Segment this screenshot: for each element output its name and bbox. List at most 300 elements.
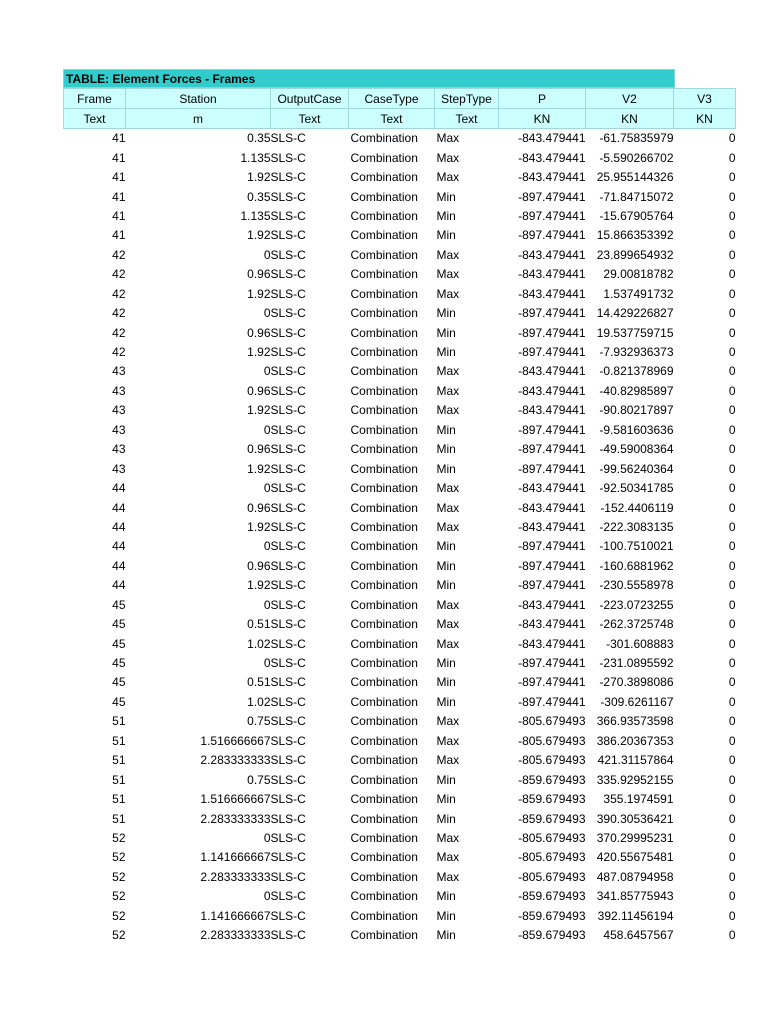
p-cell[interactable]: -897.479441: [518, 306, 586, 321]
station-cell[interactable]: 1.516666667: [200, 792, 271, 807]
table-title[interactable]: TABLE: Element Forces - Frames: [63, 69, 675, 88]
steptype-cell[interactable]: Max: [436, 131, 460, 146]
v3-cell[interactable]: 0: [728, 403, 736, 418]
v3-cell[interactable]: 0: [728, 889, 736, 904]
v3-cell[interactable]: 0: [728, 267, 736, 282]
p-cell[interactable]: -843.479441: [518, 403, 586, 418]
p-cell[interactable]: -843.479441: [518, 131, 586, 146]
p-cell[interactable]: -805.679493: [518, 753, 586, 768]
frame-cell[interactable]: 42: [112, 267, 126, 282]
station-cell[interactable]: 0: [263, 306, 271, 321]
v2-cell[interactable]: -230.5558978: [599, 578, 674, 593]
casetype-cell[interactable]: Combination: [350, 383, 418, 398]
p-cell[interactable]: -843.479441: [518, 247, 586, 262]
casetype-cell[interactable]: Combination: [350, 442, 418, 457]
steptype-cell[interactable]: Max: [436, 286, 460, 301]
p-cell[interactable]: -843.479441: [518, 383, 586, 398]
station-cell[interactable]: 1.135: [240, 150, 271, 165]
station-cell[interactable]: 0.75: [247, 772, 271, 787]
v2-cell[interactable]: -262.3725748: [599, 617, 674, 632]
station-cell[interactable]: 1.141666667: [200, 850, 271, 865]
steptype-cell[interactable]: Max: [436, 714, 460, 729]
steptype-cell[interactable]: Min: [436, 442, 456, 457]
frame-cell[interactable]: 42: [112, 247, 126, 262]
station-cell[interactable]: 0.35: [247, 131, 271, 146]
v2-cell[interactable]: 487.08794958: [596, 869, 674, 884]
outputcase-cell[interactable]: SLS-C: [270, 850, 306, 865]
casetype-cell[interactable]: Combination: [350, 850, 418, 865]
steptype-cell[interactable]: Max: [436, 733, 460, 748]
station-cell[interactable]: 2.283333333: [200, 928, 271, 943]
steptype-cell[interactable]: Max: [436, 519, 460, 534]
outputcase-cell[interactable]: SLS-C: [270, 286, 306, 301]
casetype-cell[interactable]: Combination: [350, 170, 418, 185]
v3-cell[interactable]: 0: [728, 306, 736, 321]
outputcase-cell[interactable]: SLS-C: [270, 578, 306, 593]
station-cell[interactable]: 1.92: [247, 403, 271, 418]
p-cell[interactable]: -897.479441: [518, 345, 586, 360]
station-cell[interactable]: 0: [263, 422, 271, 437]
steptype-cell[interactable]: Max: [436, 170, 460, 185]
frame-cell[interactable]: 51: [112, 733, 126, 748]
v2-cell[interactable]: 15.866353392: [596, 228, 674, 243]
v2-cell[interactable]: -0.821378969: [599, 364, 674, 379]
frame-cell[interactable]: 44: [112, 539, 126, 554]
outputcase-cell[interactable]: SLS-C: [270, 558, 306, 573]
v3-cell[interactable]: 0: [728, 656, 736, 671]
v2-cell[interactable]: 386.20367353: [596, 733, 674, 748]
v2-cell[interactable]: -9.581603636: [599, 422, 674, 437]
frame-cell[interactable]: 52: [112, 908, 126, 923]
outputcase-cell[interactable]: SLS-C: [270, 383, 306, 398]
v3-cell[interactable]: 0: [728, 519, 736, 534]
unit-v3[interactable]: KN: [674, 109, 736, 129]
p-cell[interactable]: -897.479441: [518, 539, 586, 554]
steptype-cell[interactable]: Min: [436, 675, 456, 690]
casetype-cell[interactable]: Combination: [350, 733, 418, 748]
v3-cell[interactable]: 0: [728, 753, 736, 768]
outputcase-cell[interactable]: SLS-C: [270, 714, 306, 729]
v3-cell[interactable]: 0: [728, 150, 736, 165]
p-cell[interactable]: -805.679493: [518, 869, 586, 884]
v3-cell[interactable]: 0: [728, 811, 736, 826]
steptype-cell[interactable]: Max: [436, 481, 460, 496]
outputcase-cell[interactable]: SLS-C: [270, 345, 306, 360]
v2-cell[interactable]: -160.6881962: [599, 558, 674, 573]
station-cell[interactable]: 1.135: [240, 208, 271, 223]
steptype-cell[interactable]: Max: [436, 597, 460, 612]
steptype-cell[interactable]: Max: [436, 403, 460, 418]
steptype-cell[interactable]: Max: [436, 753, 460, 768]
frame-cell[interactable]: 43: [112, 383, 126, 398]
v3-cell[interactable]: 0: [728, 170, 736, 185]
p-cell[interactable]: -897.479441: [518, 228, 586, 243]
v3-cell[interactable]: 0: [728, 597, 736, 612]
v2-cell[interactable]: -49.59008364: [599, 442, 674, 457]
outputcase-cell[interactable]: SLS-C: [270, 228, 306, 243]
v3-cell[interactable]: 0: [728, 189, 736, 204]
casetype-cell[interactable]: Combination: [350, 928, 418, 943]
p-cell[interactable]: -897.479441: [518, 656, 586, 671]
steptype-cell[interactable]: Max: [436, 636, 460, 651]
outputcase-cell[interactable]: SLS-C: [270, 500, 306, 515]
steptype-cell[interactable]: Min: [436, 578, 456, 593]
casetype-cell[interactable]: Combination: [350, 753, 418, 768]
steptype-cell[interactable]: Min: [436, 656, 456, 671]
p-cell[interactable]: -805.679493: [518, 714, 586, 729]
v3-cell[interactable]: 0: [728, 208, 736, 223]
steptype-cell[interactable]: Min: [436, 558, 456, 573]
p-cell[interactable]: -843.479441: [518, 286, 586, 301]
frame-cell[interactable]: 52: [112, 830, 126, 845]
v2-cell[interactable]: -7.932936373: [599, 345, 674, 360]
p-cell[interactable]: -859.679493: [518, 908, 586, 923]
v2-cell[interactable]: -270.3898086: [599, 675, 674, 690]
casetype-cell[interactable]: Combination: [350, 461, 418, 476]
outputcase-cell[interactable]: SLS-C: [270, 694, 306, 709]
frame-cell[interactable]: 52: [112, 928, 126, 943]
p-cell[interactable]: -897.479441: [518, 675, 586, 690]
station-cell[interactable]: 0.75: [247, 714, 271, 729]
header-station[interactable]: Station: [126, 89, 271, 109]
frame-cell[interactable]: 41: [112, 228, 126, 243]
station-cell[interactable]: 1.92: [247, 286, 271, 301]
steptype-cell[interactable]: Min: [436, 889, 456, 904]
frame-cell[interactable]: 45: [112, 656, 126, 671]
frame-cell[interactable]: 51: [112, 753, 126, 768]
outputcase-cell[interactable]: SLS-C: [270, 267, 306, 282]
steptype-cell[interactable]: Min: [436, 422, 456, 437]
station-cell[interactable]: 2.283333333: [200, 753, 271, 768]
frame-cell[interactable]: 52: [112, 869, 126, 884]
casetype-cell[interactable]: Combination: [350, 286, 418, 301]
p-cell[interactable]: -897.479441: [518, 578, 586, 593]
header-frame[interactable]: Frame: [64, 89, 126, 109]
v3-cell[interactable]: 0: [728, 481, 736, 496]
v2-cell[interactable]: -40.82985897: [599, 383, 674, 398]
p-cell[interactable]: -897.479441: [518, 694, 586, 709]
v3-cell[interactable]: 0: [728, 830, 736, 845]
p-cell[interactable]: -805.679493: [518, 733, 586, 748]
p-cell[interactable]: -859.679493: [518, 928, 586, 943]
p-cell[interactable]: -843.479441: [518, 617, 586, 632]
v3-cell[interactable]: 0: [728, 539, 736, 554]
steptype-cell[interactable]: Max: [436, 850, 460, 865]
steptype-cell[interactable]: Min: [436, 208, 456, 223]
frame-cell[interactable]: 51: [112, 792, 126, 807]
station-cell[interactable]: 0.96: [247, 383, 271, 398]
p-cell[interactable]: -843.479441: [518, 519, 586, 534]
outputcase-cell[interactable]: SLS-C: [270, 889, 306, 904]
p-cell[interactable]: -859.679493: [518, 792, 586, 807]
outputcase-cell[interactable]: SLS-C: [270, 869, 306, 884]
v2-cell[interactable]: -99.56240364: [599, 461, 674, 476]
p-cell[interactable]: -843.479441: [518, 170, 586, 185]
frame-cell[interactable]: 51: [112, 772, 126, 787]
steptype-cell[interactable]: Min: [436, 345, 456, 360]
p-cell[interactable]: -843.479441: [518, 481, 586, 496]
frame-cell[interactable]: 44: [112, 519, 126, 534]
frame-cell[interactable]: 41: [112, 170, 126, 185]
v3-cell[interactable]: 0: [728, 422, 736, 437]
v2-cell[interactable]: -222.3083135: [599, 519, 674, 534]
steptype-cell[interactable]: Max: [436, 383, 460, 398]
casetype-cell[interactable]: Combination: [350, 578, 418, 593]
station-cell[interactable]: 0: [263, 539, 271, 554]
p-cell[interactable]: -897.479441: [518, 461, 586, 476]
outputcase-cell[interactable]: SLS-C: [270, 753, 306, 768]
v2-cell[interactable]: -90.80217897: [599, 403, 674, 418]
steptype-cell[interactable]: Max: [436, 247, 460, 262]
station-cell[interactable]: 0: [263, 247, 271, 262]
casetype-cell[interactable]: Combination: [350, 500, 418, 515]
station-cell[interactable]: 1.92: [247, 170, 271, 185]
casetype-cell[interactable]: Combination: [350, 811, 418, 826]
casetype-cell[interactable]: Combination: [350, 558, 418, 573]
frame-cell[interactable]: 41: [112, 189, 126, 204]
v3-cell[interactable]: 0: [728, 228, 736, 243]
station-cell[interactable]: 0.96: [247, 325, 271, 340]
p-cell[interactable]: -843.479441: [518, 597, 586, 612]
v3-cell[interactable]: 0: [728, 636, 736, 651]
v2-cell[interactable]: -61.75835979: [599, 131, 674, 146]
station-cell[interactable]: 1.92: [247, 519, 271, 534]
outputcase-cell[interactable]: SLS-C: [270, 461, 306, 476]
frame-cell[interactable]: 52: [112, 889, 126, 904]
v3-cell[interactable]: 0: [728, 131, 736, 146]
v3-cell[interactable]: 0: [728, 558, 736, 573]
v2-cell[interactable]: 392.11456194: [597, 908, 674, 923]
station-cell[interactable]: 1.92: [247, 345, 271, 360]
v3-cell[interactable]: 0: [728, 869, 736, 884]
unit-frame[interactable]: Text: [64, 109, 126, 129]
station-cell[interactable]: 0: [263, 889, 271, 904]
frame-cell[interactable]: 41: [112, 150, 126, 165]
outputcase-cell[interactable]: SLS-C: [270, 208, 306, 223]
v2-cell[interactable]: 366.93573598: [596, 714, 674, 729]
frame-cell[interactable]: 51: [112, 714, 126, 729]
frame-cell[interactable]: 45: [112, 617, 126, 632]
header-p[interactable]: P: [499, 89, 586, 109]
frame-cell[interactable]: 43: [112, 442, 126, 457]
v2-cell[interactable]: 458.6457567: [603, 928, 674, 943]
frame-cell[interactable]: 45: [112, 636, 126, 651]
casetype-cell[interactable]: Combination: [350, 656, 418, 671]
v3-cell[interactable]: 0: [728, 675, 736, 690]
station-cell[interactable]: 1.516666667: [200, 733, 271, 748]
p-cell[interactable]: -805.679493: [518, 830, 586, 845]
steptype-cell[interactable]: Min: [436, 539, 456, 554]
v2-cell[interactable]: -223.0723255: [599, 597, 674, 612]
steptype-cell[interactable]: Min: [436, 228, 456, 243]
outputcase-cell[interactable]: SLS-C: [270, 617, 306, 632]
casetype-cell[interactable]: Combination: [350, 208, 418, 223]
header-outputcase[interactable]: OutputCase: [271, 89, 349, 109]
casetype-cell[interactable]: Combination: [350, 772, 418, 787]
outputcase-cell[interactable]: SLS-C: [270, 636, 306, 651]
v3-cell[interactable]: 0: [728, 714, 736, 729]
v2-cell[interactable]: -309.6261167: [600, 694, 674, 709]
steptype-cell[interactable]: Min: [436, 189, 456, 204]
outputcase-cell[interactable]: SLS-C: [270, 170, 306, 185]
station-cell[interactable]: 0.96: [247, 442, 271, 457]
steptype-cell[interactable]: Min: [436, 792, 456, 807]
v3-cell[interactable]: 0: [728, 908, 736, 923]
outputcase-cell[interactable]: SLS-C: [270, 830, 306, 845]
station-cell[interactable]: 0.35: [247, 189, 271, 204]
v3-cell[interactable]: 0: [728, 500, 736, 515]
frame-cell[interactable]: 43: [112, 364, 126, 379]
v3-cell[interactable]: 0: [728, 617, 736, 632]
casetype-cell[interactable]: Combination: [350, 228, 418, 243]
steptype-cell[interactable]: Min: [436, 461, 456, 476]
v2-cell[interactable]: -231.0895592: [599, 656, 674, 671]
station-cell[interactable]: 0.96: [247, 500, 271, 515]
frame-cell[interactable]: 42: [112, 306, 126, 321]
v2-cell[interactable]: -71.84715072: [599, 189, 674, 204]
header-v3[interactable]: V3: [674, 89, 736, 109]
unit-steptype[interactable]: Text: [435, 109, 499, 129]
p-cell[interactable]: -843.479441: [518, 636, 586, 651]
station-cell[interactable]: 2.283333333: [200, 811, 271, 826]
frame-cell[interactable]: 44: [112, 578, 126, 593]
v2-cell[interactable]: -15.67905764: [599, 208, 674, 223]
frame-cell[interactable]: 45: [112, 597, 126, 612]
casetype-cell[interactable]: Combination: [350, 519, 418, 534]
v2-cell[interactable]: -5.590266702: [599, 150, 674, 165]
outputcase-cell[interactable]: SLS-C: [270, 403, 306, 418]
v3-cell[interactable]: 0: [728, 383, 736, 398]
v3-cell[interactable]: 0: [728, 364, 736, 379]
frame-cell[interactable]: 44: [112, 500, 126, 515]
outputcase-cell[interactable]: SLS-C: [270, 772, 306, 787]
outputcase-cell[interactable]: SLS-C: [270, 792, 306, 807]
frame-cell[interactable]: 44: [112, 558, 126, 573]
v2-cell[interactable]: 390.30536421: [596, 811, 674, 826]
steptype-cell[interactable]: Max: [436, 267, 460, 282]
station-cell[interactable]: 0: [263, 830, 271, 845]
p-cell[interactable]: -897.479441: [518, 422, 586, 437]
steptype-cell[interactable]: Max: [436, 500, 460, 515]
v2-cell[interactable]: 370.29995231: [596, 830, 674, 845]
unit-v2[interactable]: KN: [586, 109, 674, 129]
v3-cell[interactable]: 0: [728, 928, 736, 943]
p-cell[interactable]: -843.479441: [518, 150, 586, 165]
steptype-cell[interactable]: Max: [436, 869, 460, 884]
outputcase-cell[interactable]: SLS-C: [270, 481, 306, 496]
unit-outputcase[interactable]: Text: [271, 109, 349, 129]
header-v2[interactable]: V2: [586, 89, 674, 109]
v2-cell[interactable]: 14.429226827: [596, 306, 674, 321]
v3-cell[interactable]: 0: [728, 772, 736, 787]
v2-cell[interactable]: -152.4406119: [600, 500, 674, 515]
casetype-cell[interactable]: Combination: [350, 422, 418, 437]
frame-cell[interactable]: 44: [112, 481, 126, 496]
station-cell[interactable]: 1.02: [247, 694, 271, 709]
outputcase-cell[interactable]: SLS-C: [270, 325, 306, 340]
p-cell[interactable]: -897.479441: [518, 208, 586, 223]
outputcase-cell[interactable]: SLS-C: [270, 422, 306, 437]
casetype-cell[interactable]: Combination: [350, 617, 418, 632]
casetype-cell[interactable]: Combination: [350, 714, 418, 729]
casetype-cell[interactable]: Combination: [350, 403, 418, 418]
steptype-cell[interactable]: Max: [436, 617, 460, 632]
frame-cell[interactable]: 52: [112, 850, 126, 865]
p-cell[interactable]: -859.679493: [518, 811, 586, 826]
outputcase-cell[interactable]: SLS-C: [270, 364, 306, 379]
v2-cell[interactable]: -301.608883: [606, 636, 674, 651]
v2-cell[interactable]: 420.55675481: [596, 850, 674, 865]
steptype-cell[interactable]: Max: [436, 364, 460, 379]
v2-cell[interactable]: -100.7510021: [599, 539, 674, 554]
header-casetype[interactable]: CaseType: [349, 89, 435, 109]
casetype-cell[interactable]: Combination: [350, 481, 418, 496]
outputcase-cell[interactable]: SLS-C: [270, 597, 306, 612]
v2-cell[interactable]: 421.31157864: [597, 753, 674, 768]
p-cell[interactable]: -897.479441: [518, 189, 586, 204]
steptype-cell[interactable]: Max: [436, 830, 460, 845]
frame-cell[interactable]: 42: [112, 345, 126, 360]
v2-cell[interactable]: 25.955144326: [596, 170, 674, 185]
v3-cell[interactable]: 0: [728, 325, 736, 340]
casetype-cell[interactable]: Combination: [350, 247, 418, 262]
p-cell[interactable]: -843.479441: [518, 267, 586, 282]
outputcase-cell[interactable]: SLS-C: [270, 908, 306, 923]
steptype-cell[interactable]: Min: [436, 772, 456, 787]
station-cell[interactable]: 0.96: [247, 558, 271, 573]
casetype-cell[interactable]: Combination: [350, 267, 418, 282]
p-cell[interactable]: -859.679493: [518, 772, 586, 787]
frame-cell[interactable]: 51: [112, 811, 126, 826]
steptype-cell[interactable]: Min: [436, 325, 456, 340]
casetype-cell[interactable]: Combination: [350, 325, 418, 340]
v2-cell[interactable]: 23.899654932: [596, 247, 674, 262]
station-cell[interactable]: 1.141666667: [200, 908, 271, 923]
outputcase-cell[interactable]: SLS-C: [270, 131, 306, 146]
casetype-cell[interactable]: Combination: [350, 189, 418, 204]
outputcase-cell[interactable]: SLS-C: [270, 656, 306, 671]
steptype-cell[interactable]: Min: [436, 306, 456, 321]
v2-cell[interactable]: 29.00818782: [603, 267, 674, 282]
v2-cell[interactable]: 355.1974591: [603, 792, 674, 807]
outputcase-cell[interactable]: SLS-C: [270, 150, 306, 165]
p-cell[interactable]: -897.479441: [518, 325, 586, 340]
steptype-cell[interactable]: Min: [436, 811, 456, 826]
casetype-cell[interactable]: Combination: [350, 597, 418, 612]
v3-cell[interactable]: 0: [728, 694, 736, 709]
steptype-cell[interactable]: Max: [436, 150, 460, 165]
steptype-cell[interactable]: Min: [436, 908, 456, 923]
casetype-cell[interactable]: Combination: [350, 830, 418, 845]
p-cell[interactable]: -897.479441: [518, 558, 586, 573]
station-cell[interactable]: 2.283333333: [200, 869, 271, 884]
v2-cell[interactable]: 1.537491732: [603, 286, 674, 301]
unit-casetype[interactable]: Text: [349, 109, 435, 129]
v2-cell[interactable]: 335.92952155: [596, 772, 674, 787]
frame-cell[interactable]: 42: [112, 325, 126, 340]
casetype-cell[interactable]: Combination: [350, 675, 418, 690]
frame-cell[interactable]: 43: [112, 461, 126, 476]
outputcase-cell[interactable]: SLS-C: [270, 811, 306, 826]
station-cell[interactable]: 1.92: [247, 228, 271, 243]
steptype-cell[interactable]: Min: [436, 928, 456, 943]
unit-station[interactable]: m: [126, 109, 271, 129]
header-steptype[interactable]: StepType: [435, 89, 499, 109]
frame-cell[interactable]: 43: [112, 403, 126, 418]
v3-cell[interactable]: 0: [728, 442, 736, 457]
casetype-cell[interactable]: Combination: [350, 694, 418, 709]
station-cell[interactable]: 0: [263, 597, 271, 612]
